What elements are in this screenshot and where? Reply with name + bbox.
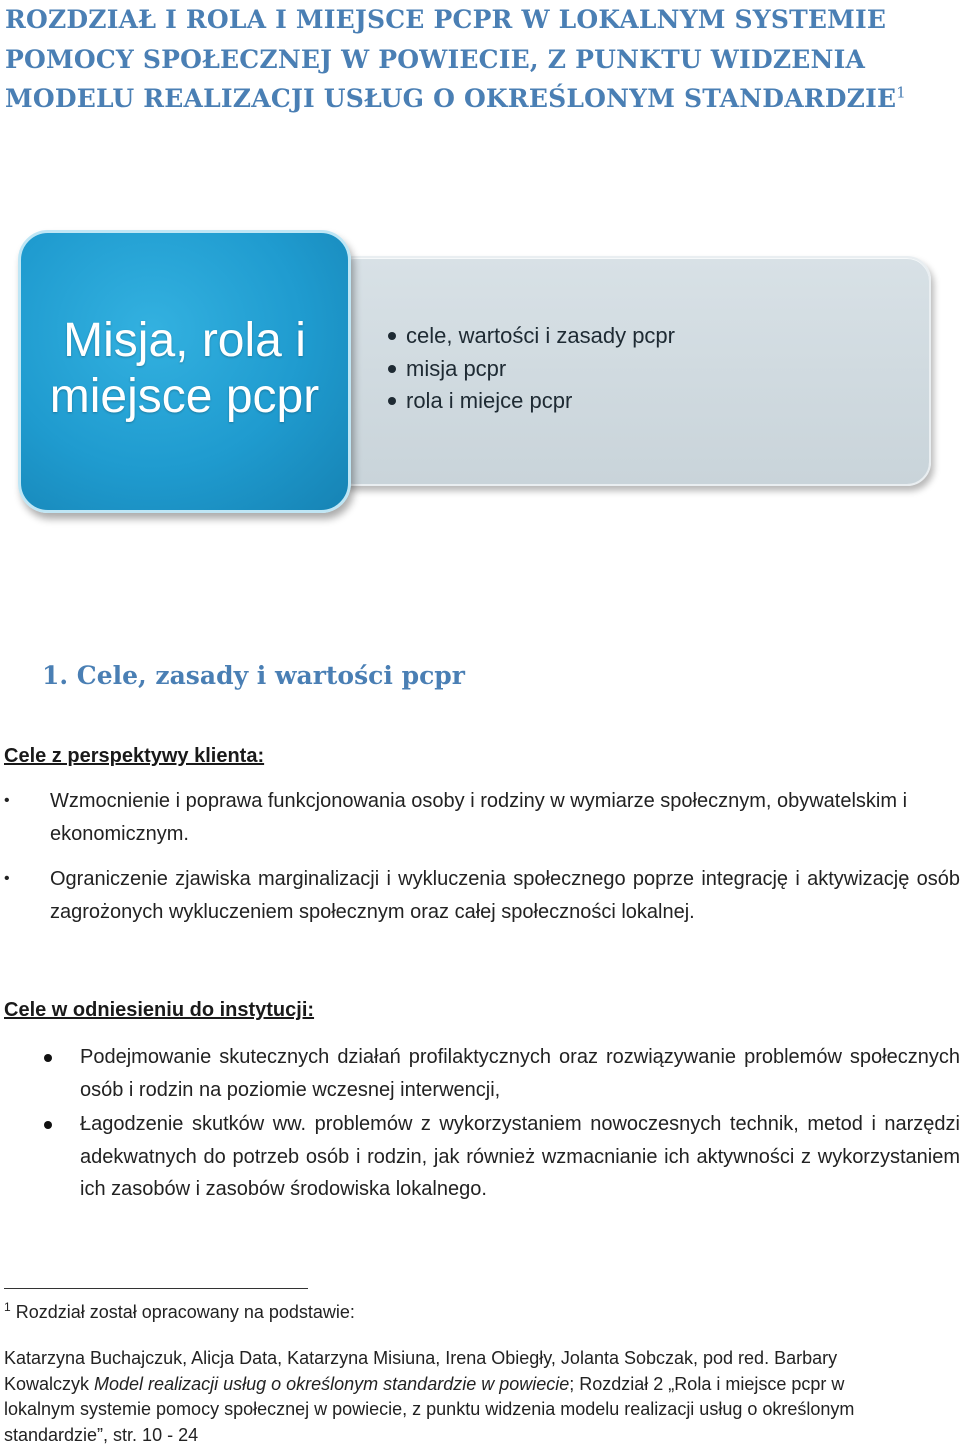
- footnote-intro: [4, 1300, 914, 1326]
- institution-goals-heading: Cele w odniesieniu do instytucji:: [4, 999, 315, 1021]
- client-goal-item: • Ograniczenie zjawiska marginalizacji i wykluczenia społecznego poprze integrację i aktywizację osób zagrożonych wykluczeniem społecznym oraz całej społeczności lokalnej.: [50, 863, 960, 928]
- diagram-topic-list: [388, 320, 675, 418]
- diagram-topic-item: cele, wartości i zasady pcpr: [388, 320, 675, 353]
- institution-goal-item: Łagodzenie skutków ww. problemów z wykorzystaniem nowoczesnych technik, metod i narzędzi adekwatnych do potrzeb osób i rodzin, jak również wzmacnianie ich aktywności z wykorzystaniem ich zasobów i zasobów środowiska lokalnego.: [80, 1108, 960, 1206]
- institution-goals-list: [80, 1041, 960, 1206]
- footnote-ref[interactable]: 1: [896, 83, 906, 102]
- footnote-number: 1: [4, 1300, 11, 1314]
- footnote-chapter-ref: ; Rozdział 2 „Rola i miejsce pcpr w lokalnym systemie pomocy społecznej w powiecie, z punktu widzenia modelu realizacji usług o określonym standardzie”, str. 10 - 24: [4, 1373, 855, 1445]
- chapter-title-text: ROZDZIAŁ I ROLA I MIEJSCE PCPR W LOKALNYM SYSTEMIE POMOCY SPOŁECZNEJ W POWIECIE, Z PUNKTU WIDZENIA MODELU REALIZACJI USŁUG O OKREŚLONYM STANDARDZIE: [5, 5, 897, 113]
- footnote-book-title: Model realizacji usług o określonym standardzie w powiecie: [94, 1373, 570, 1394]
- diagram-topic-item: rola i miejce pcpr: [388, 385, 675, 418]
- institution-goal-item: Podejmowanie skutecznych działań profilaktycznych oraz rozwiązywanie problemów społecznych osób i rodzin na poziomie wczesnej interwencji,: [80, 1041, 960, 1106]
- diagram-details-panel: [330, 256, 931, 486]
- client-goals-heading: Cele z perspektywy klienta:: [4, 745, 265, 767]
- diagram-topic-item: misja pcpr: [388, 353, 675, 386]
- diagram-main-tile: [18, 230, 351, 513]
- footnote-authors: Katarzyna Buchajczuk, Alicja Data, Katarzyna Misiuna, Irena Obiegły, Jolanta Sobczak, pod red. Barbary Kowalczyk: [4, 1348, 838, 1394]
- tile-line-2: miejsce pcpr: [49, 370, 320, 423]
- mission-diagram: [0, 220, 960, 520]
- footnote-divider: [4, 1288, 308, 1289]
- diagram-tile-label: [21, 313, 348, 425]
- client-goal-item: • Wzmocnienie i poprawa funkcjonowania osoby i rodziny w wymiarze społecznym, obywatelskim i ekonomicznym.: [50, 785, 960, 850]
- footnote-intro-text: Rozdział został opracowany na podstawie:: [15, 1302, 355, 1322]
- tile-line-1: Misja, rola i: [63, 314, 306, 367]
- section-heading: 1. Cele, zasady i wartości pcpr: [42, 661, 465, 690]
- client-goals-list: [50, 785, 960, 928]
- chapter-title: [5, 0, 955, 119]
- footnote-source: [4, 1346, 914, 1448]
